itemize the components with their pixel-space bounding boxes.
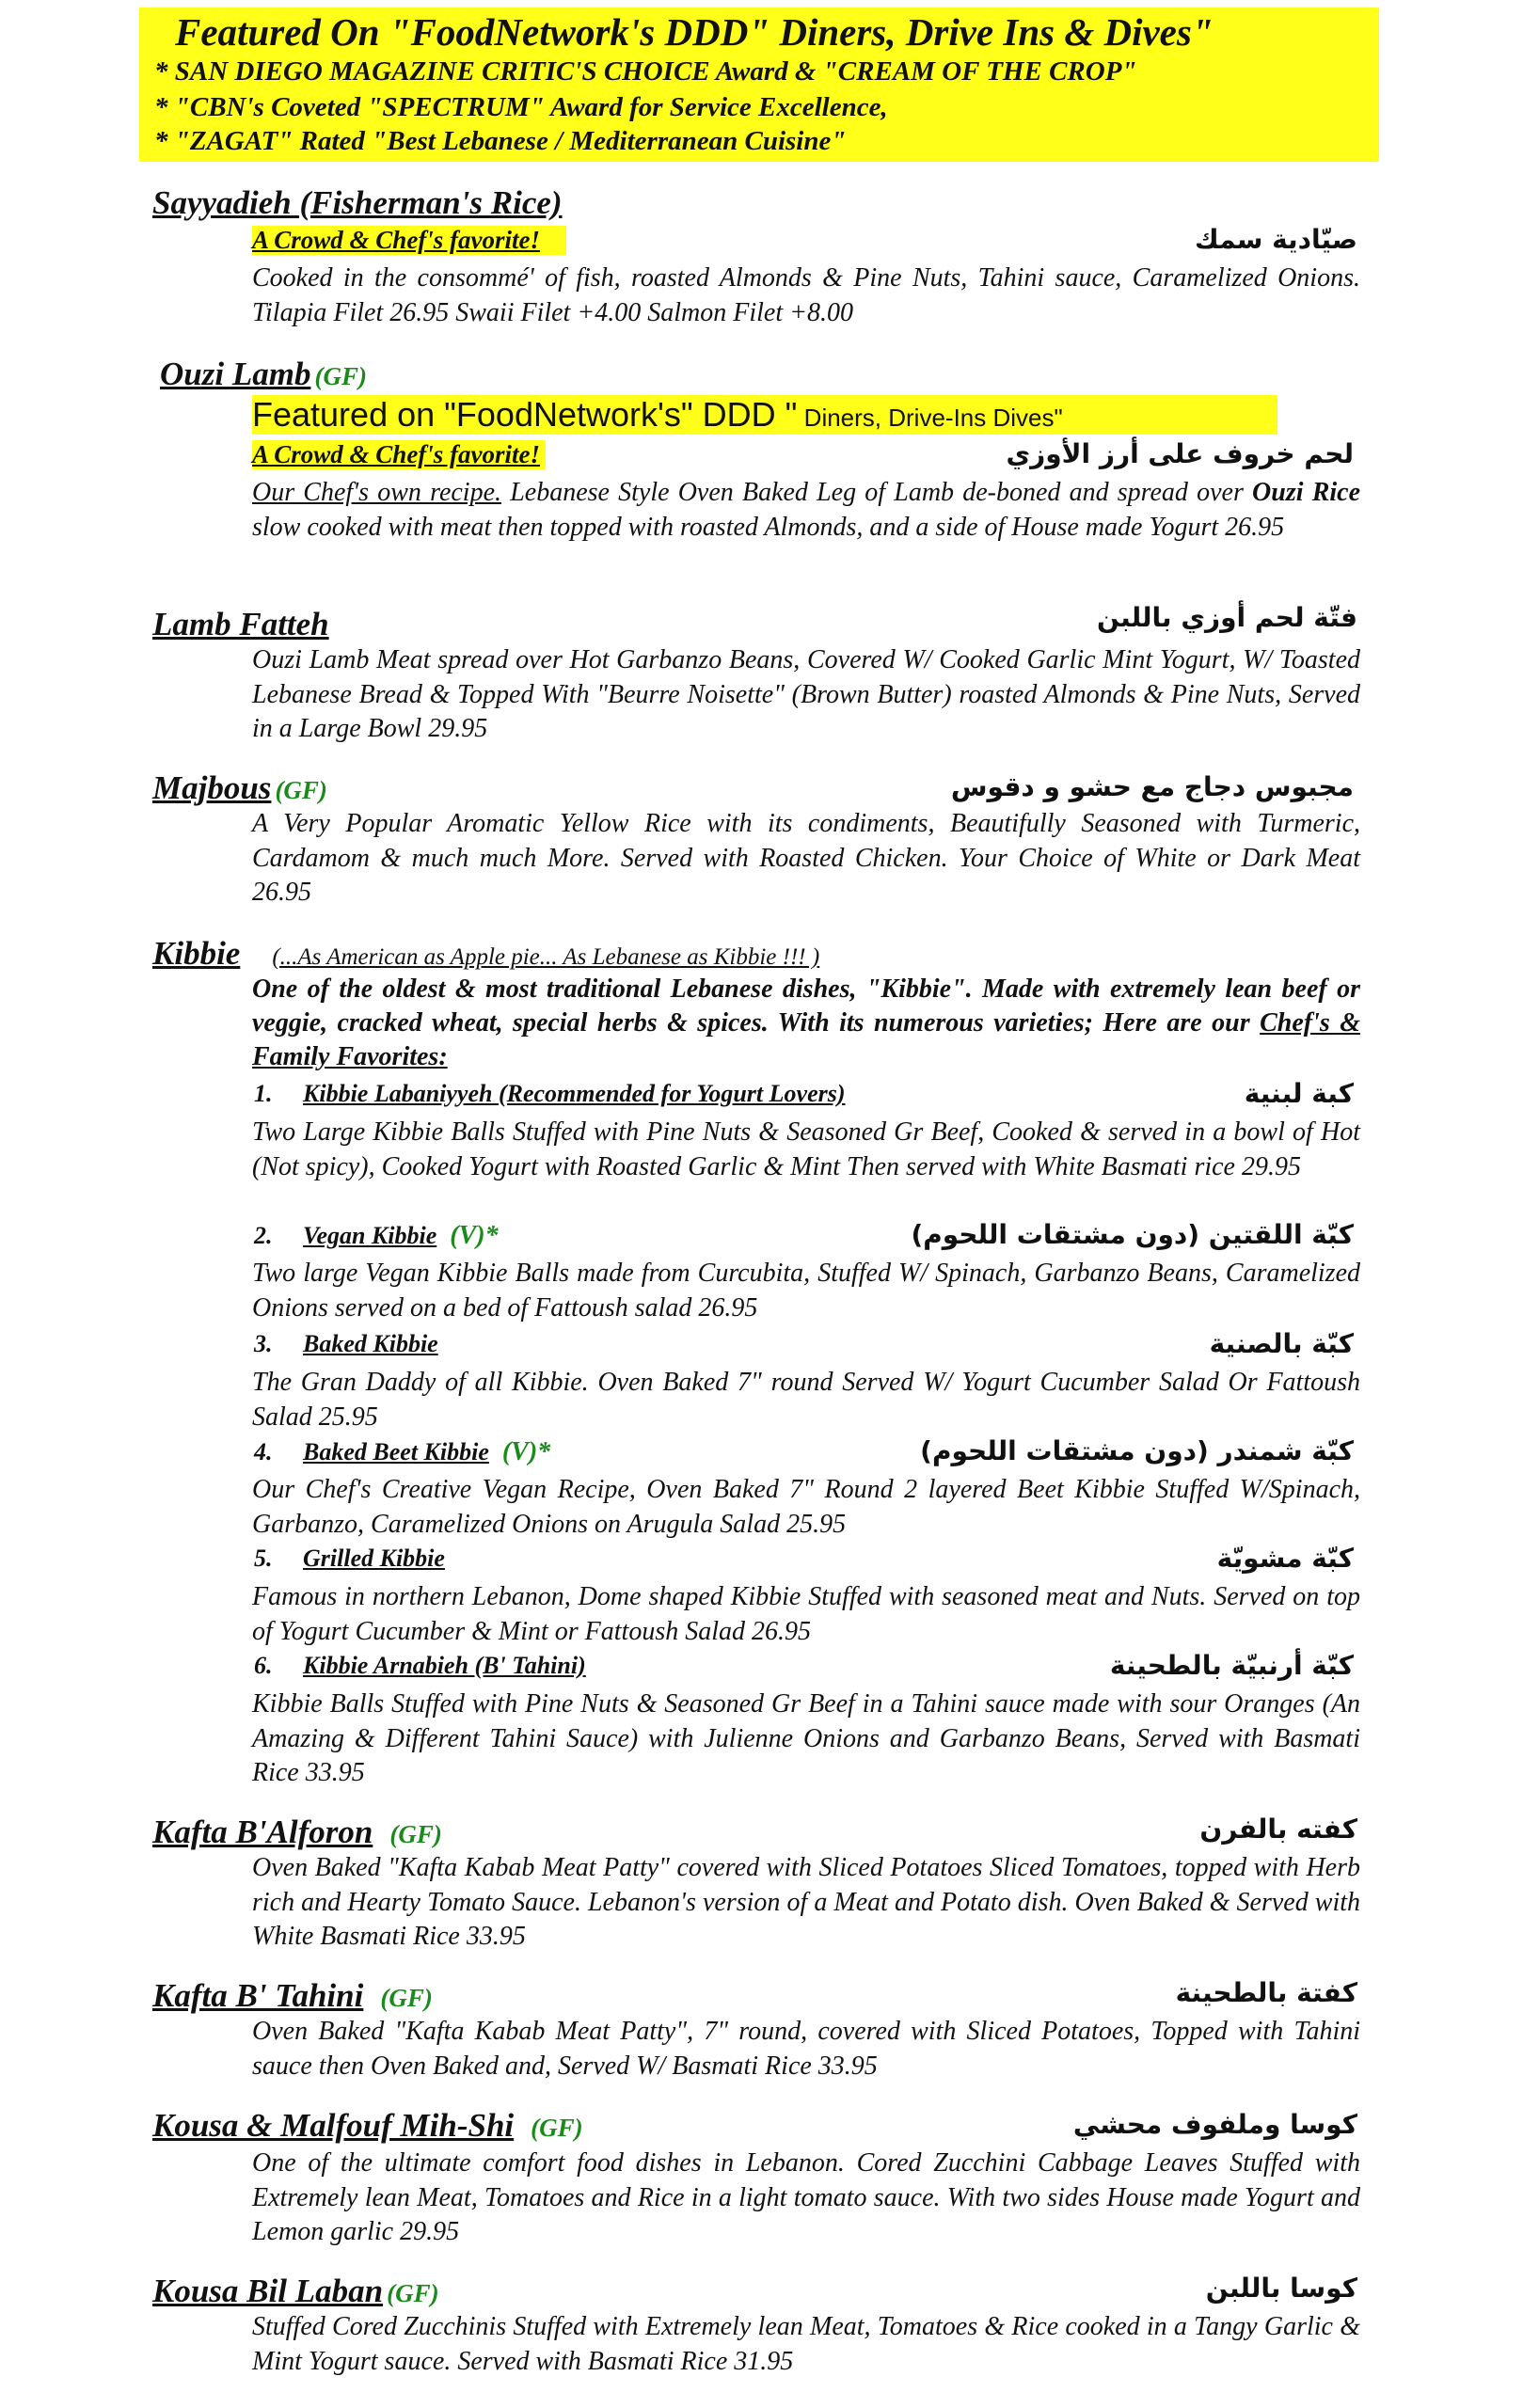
kibbie-intro-text: One of the oldest & most traditional Lebanese dishes, "Kibbie". Made with extremely lean beef or veggie, cracked wheat, special herbs & spices. With its numerous varieties; Here are our: [252, 974, 1360, 1038]
dish-header-kousa-laban: [152, 2273, 439, 2310]
kibbie-tagline: (...As American as Apple pie... As Lebanese as Kibbie !!! ): [272, 944, 820, 970]
dish-title-kafta-tahini: Kafta B' Tahini: [152, 1977, 364, 2014]
dish-description: Oven Baked "Kafta Kabab Meat Patty", 7" round, covered with Sliced Potatoes, Topped with Tahini sauce then Oven Baked and, Served W/ Basmati Rice 33.95: [252, 2017, 1360, 2081]
dish-favorite-badge: A Crowd & Chef's favorite!: [252, 226, 566, 255]
dish-header-ouzi: [160, 356, 367, 393]
banner-award-line-3: * "ZAGAT" Rated "Best Lebanese / Mediterranean Cuisine": [154, 126, 847, 156]
kibbie-item-number: 5.: [254, 1545, 273, 1572]
kibbie-intro: [252, 973, 1360, 1074]
ddd-featured-highlight: [252, 395, 1277, 435]
dish-title-ouzi: Ouzi Lamb: [160, 356, 311, 392]
kibbie-item-description: Famous in northern Lebanon, Dome shaped Kibbie Stuffed with seasoned meat and Nuts. Served on top of Yogurt Cucumber & Mint or Fattoush Salad 26.95: [252, 1582, 1360, 1646]
dish-arabic-name: كوسا وملفوف محشي: [1072, 2109, 1357, 2140]
dish-arabic-name: لحم خروف على أرز الأوزي: [1006, 438, 1354, 469]
kibbie-item-name: Baked Beet Kibbie: [303, 1438, 489, 1465]
kibbie-item-number: 4.: [254, 1438, 273, 1465]
gluten-free-tag: (GF): [389, 1820, 442, 1848]
gluten-free-tag: (GF): [387, 2279, 439, 2307]
gluten-free-tag: (GF): [531, 2114, 583, 2142]
kibbie-item-name: Grilled Kibbie: [303, 1545, 445, 1572]
desc-part: Lebanese Style Oven Baked Leg of Lamb de-boned and spread over: [501, 478, 1253, 507]
banner-award-line-1: * SAN DIEGO MAGAZINE CRITIC'S CHOICE Award & "CREAM OF THE CROP": [154, 56, 1137, 87]
dish-favorite-badge: A Crowd & Chef's favorite!: [252, 440, 546, 469]
kibbie-item-header: [254, 1652, 586, 1680]
kibbie-item-name: Vegan Kibbie: [303, 1222, 437, 1249]
ouzi-rice-emphasis: Ouzi Rice: [1252, 478, 1361, 507]
dish-arabic-name: كفتة بالطحينة: [1175, 1977, 1357, 2008]
vegan-tag: (V)*: [450, 1221, 499, 1250]
desc-part: slow cooked with meat then topped with roasted Almonds, and a side of House made Yogurt 26.95: [252, 512, 1285, 542]
dish-title-kibbie: Kibbie: [152, 935, 241, 972]
kibbie-item-description: The Gran Daddy of all Kibbie. Oven Baked 7" round Served W/ Yogurt Cucumber Salad Or Fattoush Salad 25.95: [252, 1368, 1360, 1432]
gluten-free-tag: (GF): [314, 362, 367, 390]
gluten-free-tag: (GF): [380, 1984, 433, 2012]
kibbie-item-arabic: كبة لبنية: [1244, 1078, 1354, 1109]
ddd-featured-text: Featured on "FoodNetwork's" DDD ": [252, 395, 798, 434]
dish-title-sayyadieh: Sayyadieh (Fisherman's Rice): [152, 184, 563, 221]
kibbie-item-header: [254, 1080, 846, 1108]
dish-header-majbous: [152, 769, 327, 807]
dish-header-kafta-tahini: [152, 1977, 433, 2015]
kibbie-item-description: Two large Vegan Kibbie Balls made from Curcubita, Stuffed W/ Spinach, Garbanzo Beans, Caramelized Onions served on a bed of Fattoush salad 26.95: [252, 1259, 1360, 1323]
kibbie-item-number: 1.: [254, 1080, 273, 1107]
dish-title-kafta-alforon: Kafta B'Alforon: [152, 1814, 373, 1850]
chef-recipe-note: Our Chef's own recipe.: [252, 478, 502, 507]
dish-header-kafta-alforon: [152, 1814, 442, 1851]
kibbie-item-header: [254, 1437, 550, 1467]
chef-favorites-label: Chef's & Family Favorites:: [252, 1008, 1360, 1071]
kibbie-item-arabic: كبّة اللقتين (دون مشتقات اللحوم): [911, 1219, 1354, 1250]
dish-arabic-name: مجبوس دجاج مع حشو و دقوس: [950, 771, 1354, 802]
kibbie-item-arabic: كبّة مشويّة: [1216, 1543, 1354, 1574]
dish-description: Stuffed Cored Zucchinis Stuffed with Extremely lean Meat, Tomatoes & Rice cooked in a Tangy Garlic & Mint Yogurt sauce. Served with Basmati Rice 31.95: [252, 2312, 1360, 2376]
dish-description: Ouzi Lamb Meat spread over Hot Garbanzo Beans, Covered W/ Cooked Garlic Mint Yogurt, W/ Toasted Lebanese Bread & Topped With "Beurre Noisette" (Brown Butter) roasted Almonds & Pine Nuts, Served in a Large Bowl 29.95: [252, 645, 1360, 743]
dish-arabic-name: صيّادية سمك: [1195, 224, 1357, 255]
kibbie-item-name: Baked Kibbie: [303, 1330, 438, 1357]
ddd-featured-subtext: Diners, Drive-Ins Dives": [797, 404, 1063, 432]
kibbie-item-header: [254, 1221, 499, 1251]
dish-title-kousa-malfouf: Kousa & Malfouf Mih-Shi: [152, 2107, 515, 2144]
dish-arabic-name: فتّة لحم أوزي باللبن: [1096, 602, 1357, 633]
dish-description: Cooked in the consommé' of fish, roasted Almonds & Pine Nuts, Tahini sauce, Caramelized Onions. Tilapia Filet 26.95 Swaii Filet +4.00 Salmon Filet +8.00: [252, 263, 1360, 327]
kibbie-item-arabic: كبّة بالصنية: [1209, 1328, 1354, 1359]
dish-arabic-name: كوسا باللبن: [1205, 2273, 1357, 2304]
kibbie-item-description: Our Chef's Creative Vegan Recipe, Oven Baked 7" Round 2 layered Beet Kibbie Stuffed W/Spinach, Garbanzo, Caramelized Onions on Arugula Salad 25.95: [252, 1475, 1360, 1539]
dish-description: A Very Popular Aromatic Yellow Rice with its condiments, Beautifully Seasoned with Turmeric, Cardamom & much much More. Served with Roasted Chicken. Your Choice of White or Dark Meat 26.95: [252, 809, 1360, 907]
kibbie-item-name: Kibbie Arnabieh (B' Tahini): [303, 1652, 586, 1679]
dish-title-fatteh: Lamb Fatteh: [152, 606, 329, 642]
dish-title-majbous: Majbous: [152, 769, 272, 806]
kibbie-item-description: Kibbie Balls Stuffed with Pine Nuts & Seasoned Gr Beef in a Tahini sauce made with sour Oranges (An Amazing & Different Tahini Sauce) with Julienne Onions and Garbanzo Beans, Served with Basmati Rice 33.95: [252, 1689, 1360, 1787]
kibbie-item-number: 3.: [254, 1330, 273, 1357]
kibbie-item-arabic: كبّة شمندر (دون مشتقات اللحوم): [920, 1435, 1354, 1466]
banner-award-line-2: * "CBN's Coveted "SPECTRUM" Award for Service Excellence,: [154, 92, 888, 122]
dish-arabic-name: كفته بالفرن: [1199, 1814, 1357, 1845]
gluten-free-tag: (GF): [275, 776, 327, 804]
kibbie-item-header: [254, 1330, 438, 1358]
dish-description: [252, 476, 1360, 545]
dish-description: One of the ultimate comfort food dishes in Lebanon. Cored Zucchini Cabbage Leaves Stuffed with Extremely lean Meat, Tomatoes and Rice in a light tomato sauce. With two sides House made Yogurt and Lemon garlic 29.95: [252, 2148, 1360, 2246]
kibbie-item-header: [254, 1545, 445, 1573]
dish-header-kousa-malfouf: [152, 2107, 583, 2145]
banner-featured-line: Featured On "FoodNetwork's DDD" Diners, Drive Ins & Dives": [175, 10, 1214, 54]
kibbie-item-name: Kibbie Labaniyyeh (Recommended for Yogurt Lovers): [303, 1080, 846, 1107]
kibbie-item-description: Two Large Kibbie Balls Stuffed with Pine Nuts & Seasoned Gr Beef, Cooked & served in a bowl of Hot (Not spicy), Cooked Yogurt with Roasted Garlic & Mint Then served with White Basmati rice 29.95: [252, 1117, 1360, 1181]
dish-title-kousa-laban: Kousa Bil Laban: [152, 2273, 384, 2309]
dish-header-kibbie: [152, 935, 819, 973]
vegan-tag: (V)*: [501, 1437, 551, 1466]
dish-description: Oven Baked "Kafta Kabab Meat Patty" covered with Sliced Potatoes Sliced Tomatoes, topped with Herb rich and Hearty Tomato Sauce. Lebanon's version of a Meat and Potato dish. Oven Baked & Served with White Basmati Rice 33.95: [252, 1853, 1360, 1951]
kibbie-item-number: 6.: [254, 1652, 273, 1679]
kibbie-item-number: 2.: [254, 1222, 273, 1249]
kibbie-item-arabic: كبّة أرنبيّة بالطحينة: [1109, 1650, 1354, 1681]
